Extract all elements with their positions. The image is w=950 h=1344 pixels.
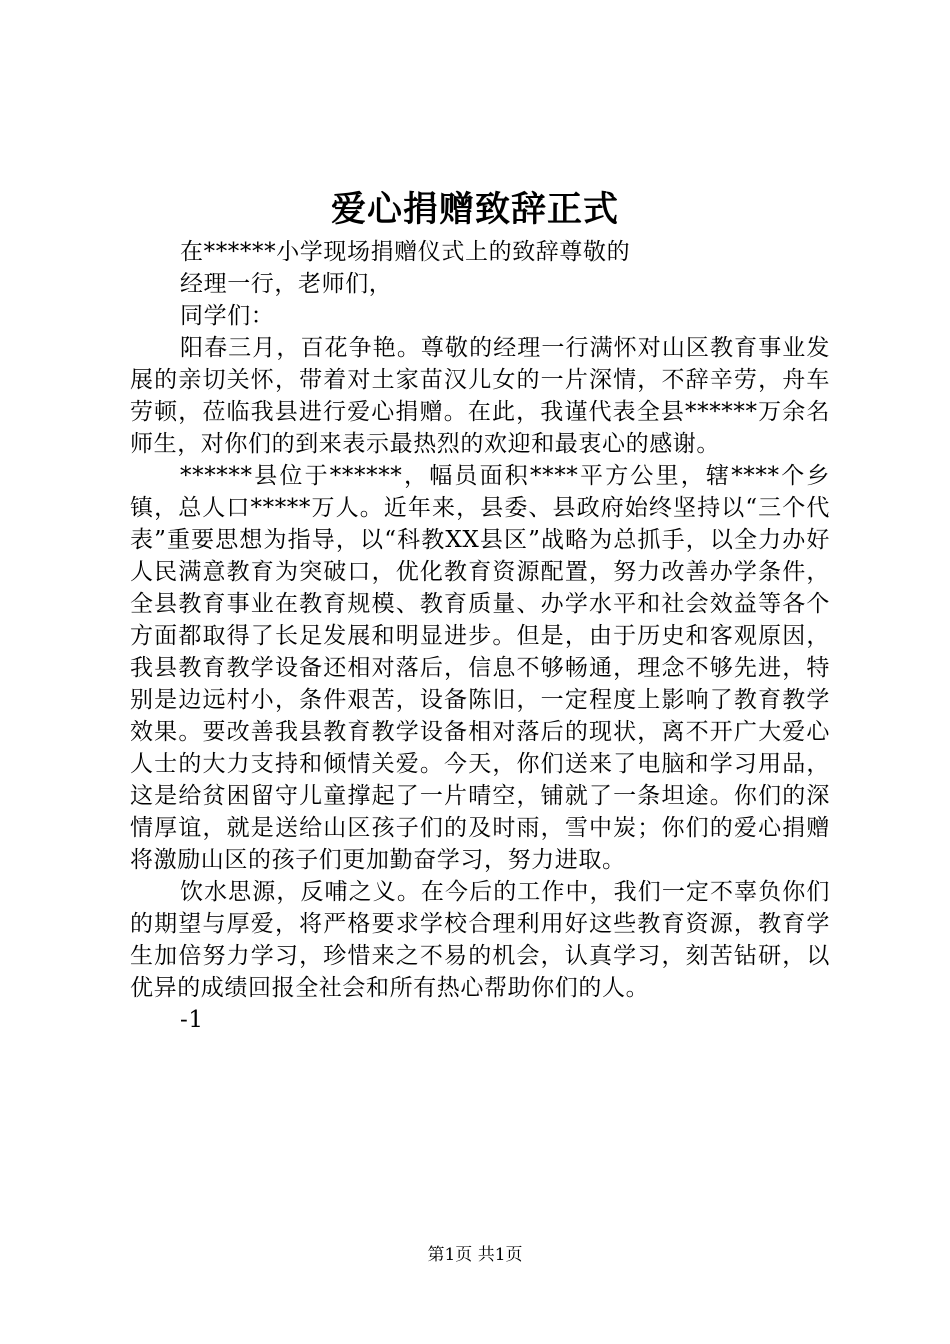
paragraph-salutation: 同学们： xyxy=(180,303,275,329)
page-footer: 第1页 共1页 xyxy=(427,1245,523,1265)
paragraph-welcome: 阳春三月，百花争艳。尊敬的经理一行满怀对山区教育事业发展的亲切关怀，带着对土家苗汉儿女的一片深情，不辞辛劳，舟车劳顿，莅临我县进行爱心捐赠。在此，我谨代表全县******万余名师生，对你们的到来表示最热烈的欢迎和最衷心的感谢。 xyxy=(130,335,830,457)
paragraph-page-marker: -1 xyxy=(180,1007,204,1033)
paragraph-intro-line-2: 经理一行，老师们， xyxy=(180,271,393,297)
paragraph-intro-line-1: 在******小学现场捐赠仪式上的致辞尊敬的 xyxy=(180,239,631,265)
paragraph-commitment: 饮水思源，反哺之义。在今后的工作中，我们一定不辜负你们的期望与厚爱，将严格要求学校合理利用好这些教育资源，教育学生加倍努力学习，珍惜来之不易的机会，认真学习，刻苦钻研，以优异的成绩回报全社会和所有热心帮助你们的人。 xyxy=(130,879,830,1001)
paragraph-county-overview: ******县位于******，幅员面积****平方公里，辖****个乡镇，总人口*****万人。近年来，县委、县政府始终坚持以“三个代表”重要思想为指导，以“科教XX县区”战略为总抓手，以全力办好人民满意教育为突破口，优化教育资源配置，努力改善办学条件，全县教育事业在教育规模、教育质量、办学水平和社会效益等各个方面都取得了长足发展和明显进步。但是，由于历史和客观原因，我县教育教学设备还相对落后，信息不够畅通，理念不够先进，特别是边远村小，条件艰苦，设备陈旧，一定程度上影响了教育教学效果。要改善我县教育教学设备相对落后的现状，离不开广大爱心人士的大力支持和倾情关爱。今天，你们送来了电脑和学习用品，这是给贫困留守儿童撑起了一片晴空，铺就了一条坦途。你们的深情厚谊，就是送给山区孩子们的及时雨，雪中炭；你们的爱心捐赠将激励山区的孩子们更加勤奋学习，努力进取。 xyxy=(130,463,830,873)
document-title: 爱心捐赠致辞正式 xyxy=(330,189,619,230)
document-body xyxy=(130,236,830,1036)
